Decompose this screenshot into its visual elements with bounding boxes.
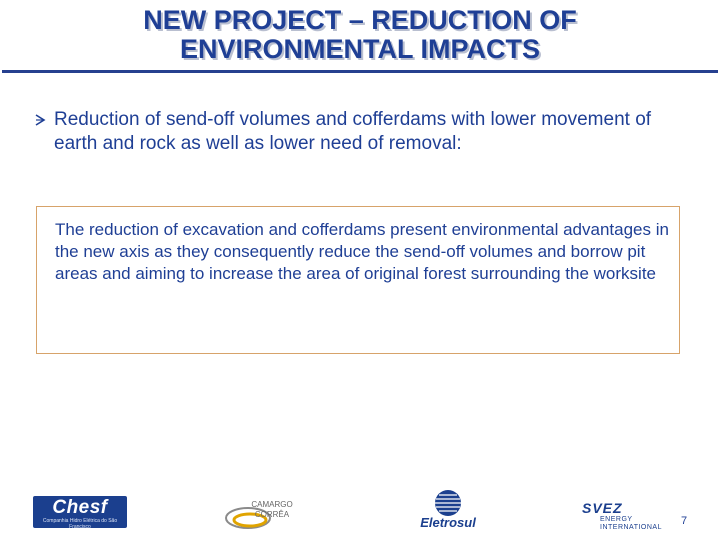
slide-title-line1: NEW PROJECT – REDUCTION OF [143,5,577,35]
slide-title-line2: ENVIRONMENTAL IMPACTS [179,34,540,64]
chesf-logo-name: Chesf [52,497,108,518]
content-box-text: The reduction of excavation and cofferdams present environmental advantages in the new axis as they consequently reduce the send-off volumes and borrow pit areas and aiming to increase the area of original forest surrounding the worksite [55,220,669,283]
camargo-logo-line1: CAMARGO [251,500,293,509]
page-number: 7 [681,515,688,527]
eletrosul-logo-name: Eletrosul [420,515,476,530]
camargo-logo-text [250,500,294,520]
camargo-logo-line2: CORRÊA [254,510,290,519]
bullet-point [33,108,693,156]
eletrosul-logo [408,488,488,532]
camargo-correa-logo [224,490,324,534]
globe-icon [433,488,463,518]
arrow-bullet-icon [33,108,49,132]
slide-title [0,6,720,64]
suez-logo-name: SVEZ [582,500,623,516]
title-divider [2,70,718,73]
bullet-text: Reduction of send-off volumes and cofferdams with lower movement of earth and rock as well as lower need of removal: [54,109,652,154]
suez-logo-line2: INTERNATIONAL [600,524,662,531]
content-box [36,206,680,354]
chesf-logo-subtitle: Companhia Hidro Elétrica do São Francisco [42,518,118,530]
suez-logo-line1: ENERGY [600,516,633,523]
chesf-logo [33,496,127,528]
suez-logo-subtitle [600,516,662,532]
suez-logo [580,500,664,532]
